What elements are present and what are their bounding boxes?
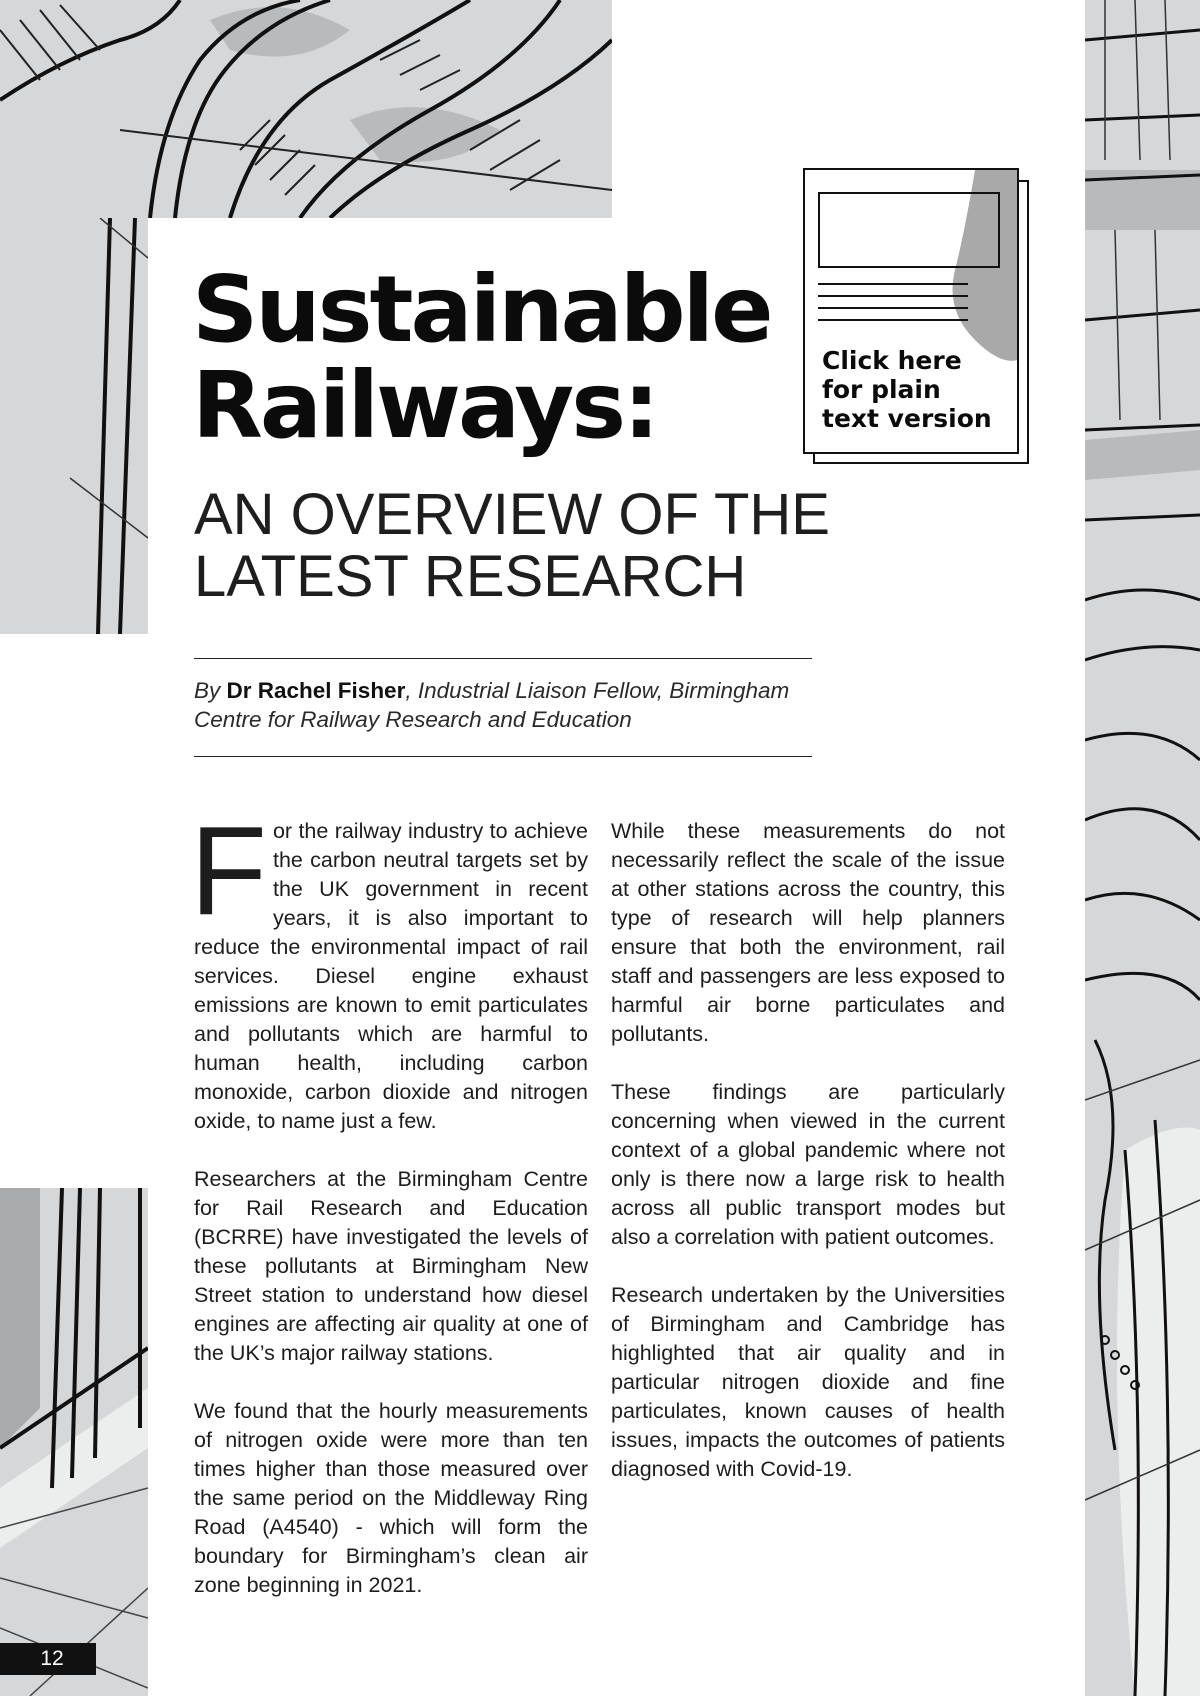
title-line-2: Railways:	[192, 352, 657, 459]
railway-sketch-left-svg	[0, 218, 148, 634]
body-paragraph: Research undertaken by the Universities of Birmingham and Cambridge has highlighted that air quality and in particular nitrogen dioxide and fine particulates, known causes of health issues, impacts the outcomes of patients diagnosed with Covid-19.	[611, 1283, 1005, 1481]
body-paragraph: We found that the hourly measurements of nitrogen oxide were more than ten times higher than those measured over the same period on the Middleway Ring Road (A4540) - which will form the boundary for Birmingham’s clean air zone beginning in 2021.	[194, 1399, 588, 1597]
byline	[194, 676, 814, 734]
page-number: 12	[0, 1643, 96, 1675]
plain-text-link-label[interactable]	[822, 346, 1012, 433]
title-line-1: Sustainable	[192, 256, 771, 363]
document-text-line	[818, 307, 968, 309]
document-text-line	[818, 283, 968, 285]
author-affiliation: , Industrial Liaison Fellow, Birmingham Centre for Railway Research and Education	[194, 678, 790, 732]
railway-sketch-right-svg	[1085, 0, 1200, 1696]
body-paragraph: While these measurements do not necessarily reflect the scale of the issue at other stations across the country, this type of research will help planners ensure that both the environment, rail staff and passengers are less exposed to harmful air borne particulates and pollutants.	[611, 819, 1005, 1046]
article-subtitle	[194, 484, 830, 608]
subtitle-line-2: LATEST RESEARCH	[194, 544, 747, 609]
plain-text-link-line-3: text version	[822, 404, 992, 433]
railway-illustration-left	[0, 218, 148, 634]
plain-text-link-line-2: for plain	[822, 375, 941, 404]
railway-sketch-top-svg	[0, 0, 612, 218]
railway-illustration-bottom-left	[0, 1188, 148, 1696]
document-text-line	[818, 295, 968, 297]
byline-divider-bottom	[194, 756, 812, 757]
document-text-line	[818, 319, 968, 321]
body-paragraph: Researchers at the Birmingham Centre for Rail Research and Education (BCRRE) have investigated the levels of these pollutants at Birmingham New Street station to understand how diesel engines are affecting air quality at one of the UK’s major railway stations.	[194, 1167, 588, 1365]
document-image-placeholder	[818, 192, 1000, 268]
railway-illustration-right	[1085, 0, 1200, 1696]
body-column-right	[611, 817, 1005, 1513]
author-name: Dr Rachel Fisher	[226, 678, 406, 703]
byline-prefix: By	[194, 678, 227, 703]
plain-text-version-link[interactable]	[803, 168, 1019, 454]
byline-divider-top	[194, 658, 812, 659]
railway-illustration-top	[0, 0, 612, 218]
body-paragraph: These findings are particularly concerning when viewed in the current context of a global pandemic where not only is there now a large risk to health across all public transport modes but also a correlation with patient outcomes.	[611, 1080, 1005, 1249]
article-title	[192, 256, 771, 459]
document-icon	[803, 168, 1019, 454]
body-paragraph	[190, 800, 588, 1136]
plain-text-link-line-1: Click here	[822, 346, 962, 375]
railway-sketch-bottom-svg	[0, 1188, 148, 1696]
body-column-left	[190, 800, 588, 1629]
subtitle-line-1: AN OVERVIEW OF THE	[194, 482, 830, 547]
drop-cap: F	[190, 800, 267, 941]
paragraph-text: or the railway industry to achieve the carbon neutral targets set by the UK government in recent years, it is also important to reduce the environmental impact of rail services. Diesel engine exhaust emissions are known to emit particulates and pollutants which are harmful to human health, including carbon monoxide, carbon dioxide and nitrogen oxide, to name just a few.	[194, 819, 588, 1133]
